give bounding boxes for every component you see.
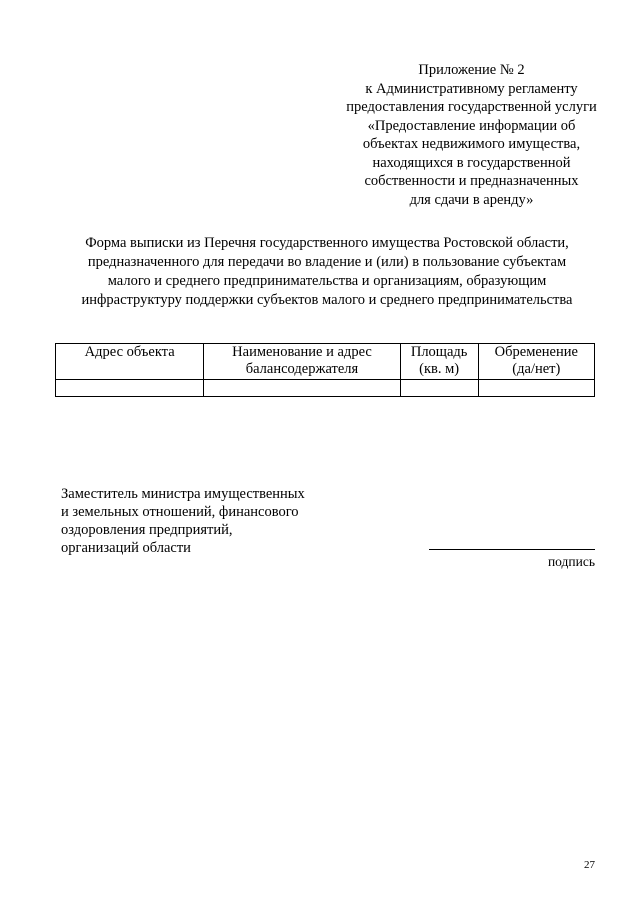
column-header-encumbrance [478, 344, 594, 380]
column-header-area [400, 344, 478, 380]
table-cell [204, 380, 400, 397]
column-header-object-address [56, 344, 204, 380]
table-row [56, 380, 595, 397]
form-title-line: Форма выписки из Перечня государственного имущества Ростовской области, [85, 235, 569, 251]
signer-block [61, 485, 305, 557]
table-header-row [56, 344, 595, 380]
table-cell [56, 380, 204, 397]
header-line: Обременение [494, 344, 578, 360]
signer-line: организаций области [61, 540, 191, 556]
header-line: Площадь [410, 344, 468, 360]
appendix-line: предоставления государственной услуги [346, 99, 597, 115]
form-title-line: малого и среднего предпринимательства и организациям, образующим [107, 273, 547, 289]
signer-line: Заместитель министра имущественных [61, 486, 305, 502]
form-title [56, 234, 598, 310]
appendix-line: находящихся в государственной [372, 154, 571, 171]
appendix-line: к Административному регламенту [365, 80, 578, 97]
table-cell [400, 380, 478, 397]
appendix-line: собственности и предназначенных [364, 173, 579, 189]
header-line: Адрес объекта [84, 344, 175, 360]
header-line: (кв. м) [419, 361, 460, 377]
column-header-holder-name-address [204, 344, 400, 380]
appendix-line: для сдачи в аренду» [409, 191, 534, 208]
header-line: Наименование и адрес [232, 344, 372, 360]
header-line: (да/нет) [512, 361, 561, 377]
header-line: балансодержателя [245, 361, 359, 377]
appendix-line: объектах недвижимого имущества, [362, 136, 581, 152]
page-number: 27 [584, 859, 595, 871]
form-title-line: предназначенного для передачи во владение и (или) в пользование субъектам [87, 254, 567, 270]
appendix-header [330, 61, 613, 209]
signer-line: оздоровления предприятий, [61, 522, 233, 538]
extract-table [55, 343, 595, 397]
appendix-line: Приложение № 2 [418, 62, 525, 78]
table-cell [478, 380, 594, 397]
signature-label: подпись [547, 554, 595, 569]
signature-line [429, 549, 595, 550]
form-title-line: инфраструктуру поддержки субъектов малого и среднего предпринимательства [81, 292, 573, 308]
signer-line: и земельных отношений, финансового [61, 504, 299, 520]
appendix-line: «Предоставление информации об [367, 117, 576, 134]
